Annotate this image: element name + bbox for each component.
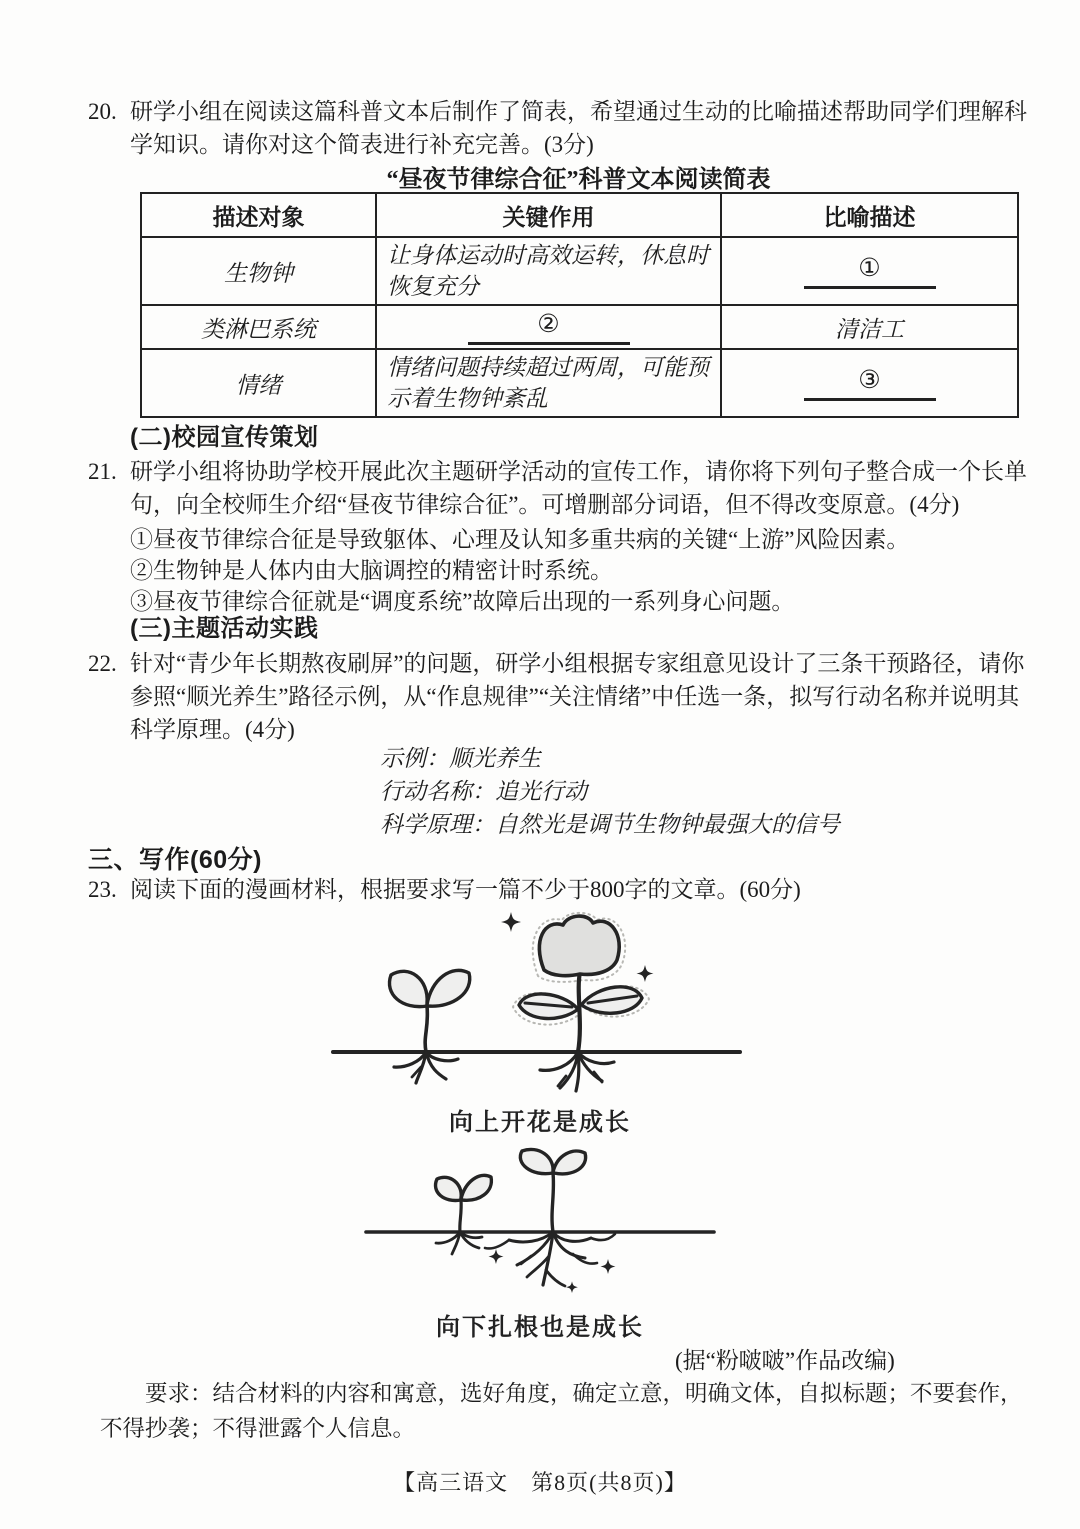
table xyxy=(140,192,1019,418)
sparkle-icon xyxy=(566,1281,578,1293)
col-header-function: 关键作用 xyxy=(376,193,721,237)
requirements-paragraph: 要求：结合材料的内容和寓意，选好角度，确定立意，明确文体，自拟标题；不要套作，不得抄袭；不得泄露个人信息。 xyxy=(100,1381,1023,1441)
table-row xyxy=(141,349,1018,417)
example-principle: 科学原理：自然光是调节生物钟最强大的信号 xyxy=(380,812,840,837)
question-22-number: 22. xyxy=(88,651,117,676)
question-23 xyxy=(88,873,1040,906)
sentence-item-2: ②生物钟是人体内由大脑调控的精密计时系统。 xyxy=(130,558,613,583)
caption-bottom: 向下扎根也是成长 xyxy=(436,1314,644,1341)
reading-summary-table xyxy=(140,192,1019,418)
sparkle-icon xyxy=(501,912,521,932)
cartoon-panel-2 xyxy=(0,1146,1080,1342)
row3-object: 情绪 xyxy=(141,349,376,417)
question-23-text: 阅读下面的漫画材料，根据要求写一篇不少于800字的文章。(60分) xyxy=(130,877,801,902)
answer-blank-1: ① xyxy=(804,253,936,289)
question-22-text: 针对“青少年长期熬夜刷屏”的问题，研学小组根据专家组意见设计了三条干预路径，请你参照“顺光养生”路径示例，从“作息规律”“关注情绪”中任选一条，拟写行动名称并说明其科学原理。(4分) xyxy=(130,651,1025,742)
row3-function: 情绪问题持续超过两周，可能预示着生物钟紊乱 xyxy=(376,349,721,417)
question-23-number: 23. xyxy=(88,877,117,902)
sparkle-icon xyxy=(601,1259,616,1274)
question-21 xyxy=(88,455,1040,617)
table-row xyxy=(141,305,1018,349)
cartoon-panel-1 xyxy=(0,910,1080,1137)
col-header-object: 描述对象 xyxy=(141,193,376,237)
question-22 xyxy=(88,647,1040,746)
sparkle-icon xyxy=(637,965,654,982)
attribution: (据“粉啵啵”作品改编) xyxy=(675,1348,895,1373)
row2-object: 类淋巴系统 xyxy=(141,305,376,349)
question-21-text: 研学小组将协助学校开展此次主题研学活动的宣传工作，请你将下列句子整合成一个长单句，向全校师生介绍“昼夜节律综合征”。可增删部分词语，但不得改变原意。(4分) xyxy=(130,459,1027,517)
answer-blank-2: ② xyxy=(468,309,630,345)
row3-metaphor-blank xyxy=(721,349,1018,417)
caption-top: 向上开花是成长 xyxy=(449,1109,631,1136)
answer-blank-3: ③ xyxy=(804,365,936,401)
sentence-item-3: ③昼夜节律综合征就是“调度系统”故障后出现的一系列身心问题。 xyxy=(130,589,795,614)
section-2-heading: (二)校园宣传策划 xyxy=(130,424,319,451)
question-21-number: 21. xyxy=(88,459,117,484)
row1-function: 让身体运动时高效运转，休息时恢复充分 xyxy=(376,237,721,305)
section-3-heading: (三)主题活动实践 xyxy=(130,615,319,642)
example-action-name: 行动名称：追光行动 xyxy=(380,779,587,804)
col-header-metaphor: 比喻描述 xyxy=(721,193,1018,237)
example-label: 示例：顺光养生 xyxy=(380,746,541,771)
table-title: “昼夜节律综合征”科普文本阅读简表 xyxy=(386,167,771,193)
question-20 xyxy=(88,95,1040,161)
writing-section-heading: 三、写作(60分) xyxy=(88,846,262,874)
table-row xyxy=(141,237,1018,305)
sparkle-icon xyxy=(489,1249,504,1264)
example-block xyxy=(380,742,840,841)
row2-function-blank xyxy=(376,305,721,349)
row2-metaphor: 清洁工 xyxy=(721,305,1018,349)
row1-object: 生物钟 xyxy=(141,237,376,305)
flower-sprout-drawing-icon xyxy=(325,910,755,1097)
table-header-row xyxy=(141,193,1018,237)
question-20-number: 20. xyxy=(88,99,117,124)
row1-metaphor-blank xyxy=(721,237,1018,305)
question-20-text: 研学小组在阅读这篇科普文本后制作了简表，希望通过生动的比喻描述帮助同学们理解科学知识。请你对这个简表进行补充完善。(3分) xyxy=(130,99,1027,157)
page-footer: 【高三语文 第8页(共8页)】 xyxy=(393,1470,687,1495)
sprout-roots-drawing-icon xyxy=(360,1146,720,1296)
sentence-item-1: ①昼夜节律综合征是导致躯体、心理及认知多重共病的关键“上游”风险因素。 xyxy=(130,527,910,552)
